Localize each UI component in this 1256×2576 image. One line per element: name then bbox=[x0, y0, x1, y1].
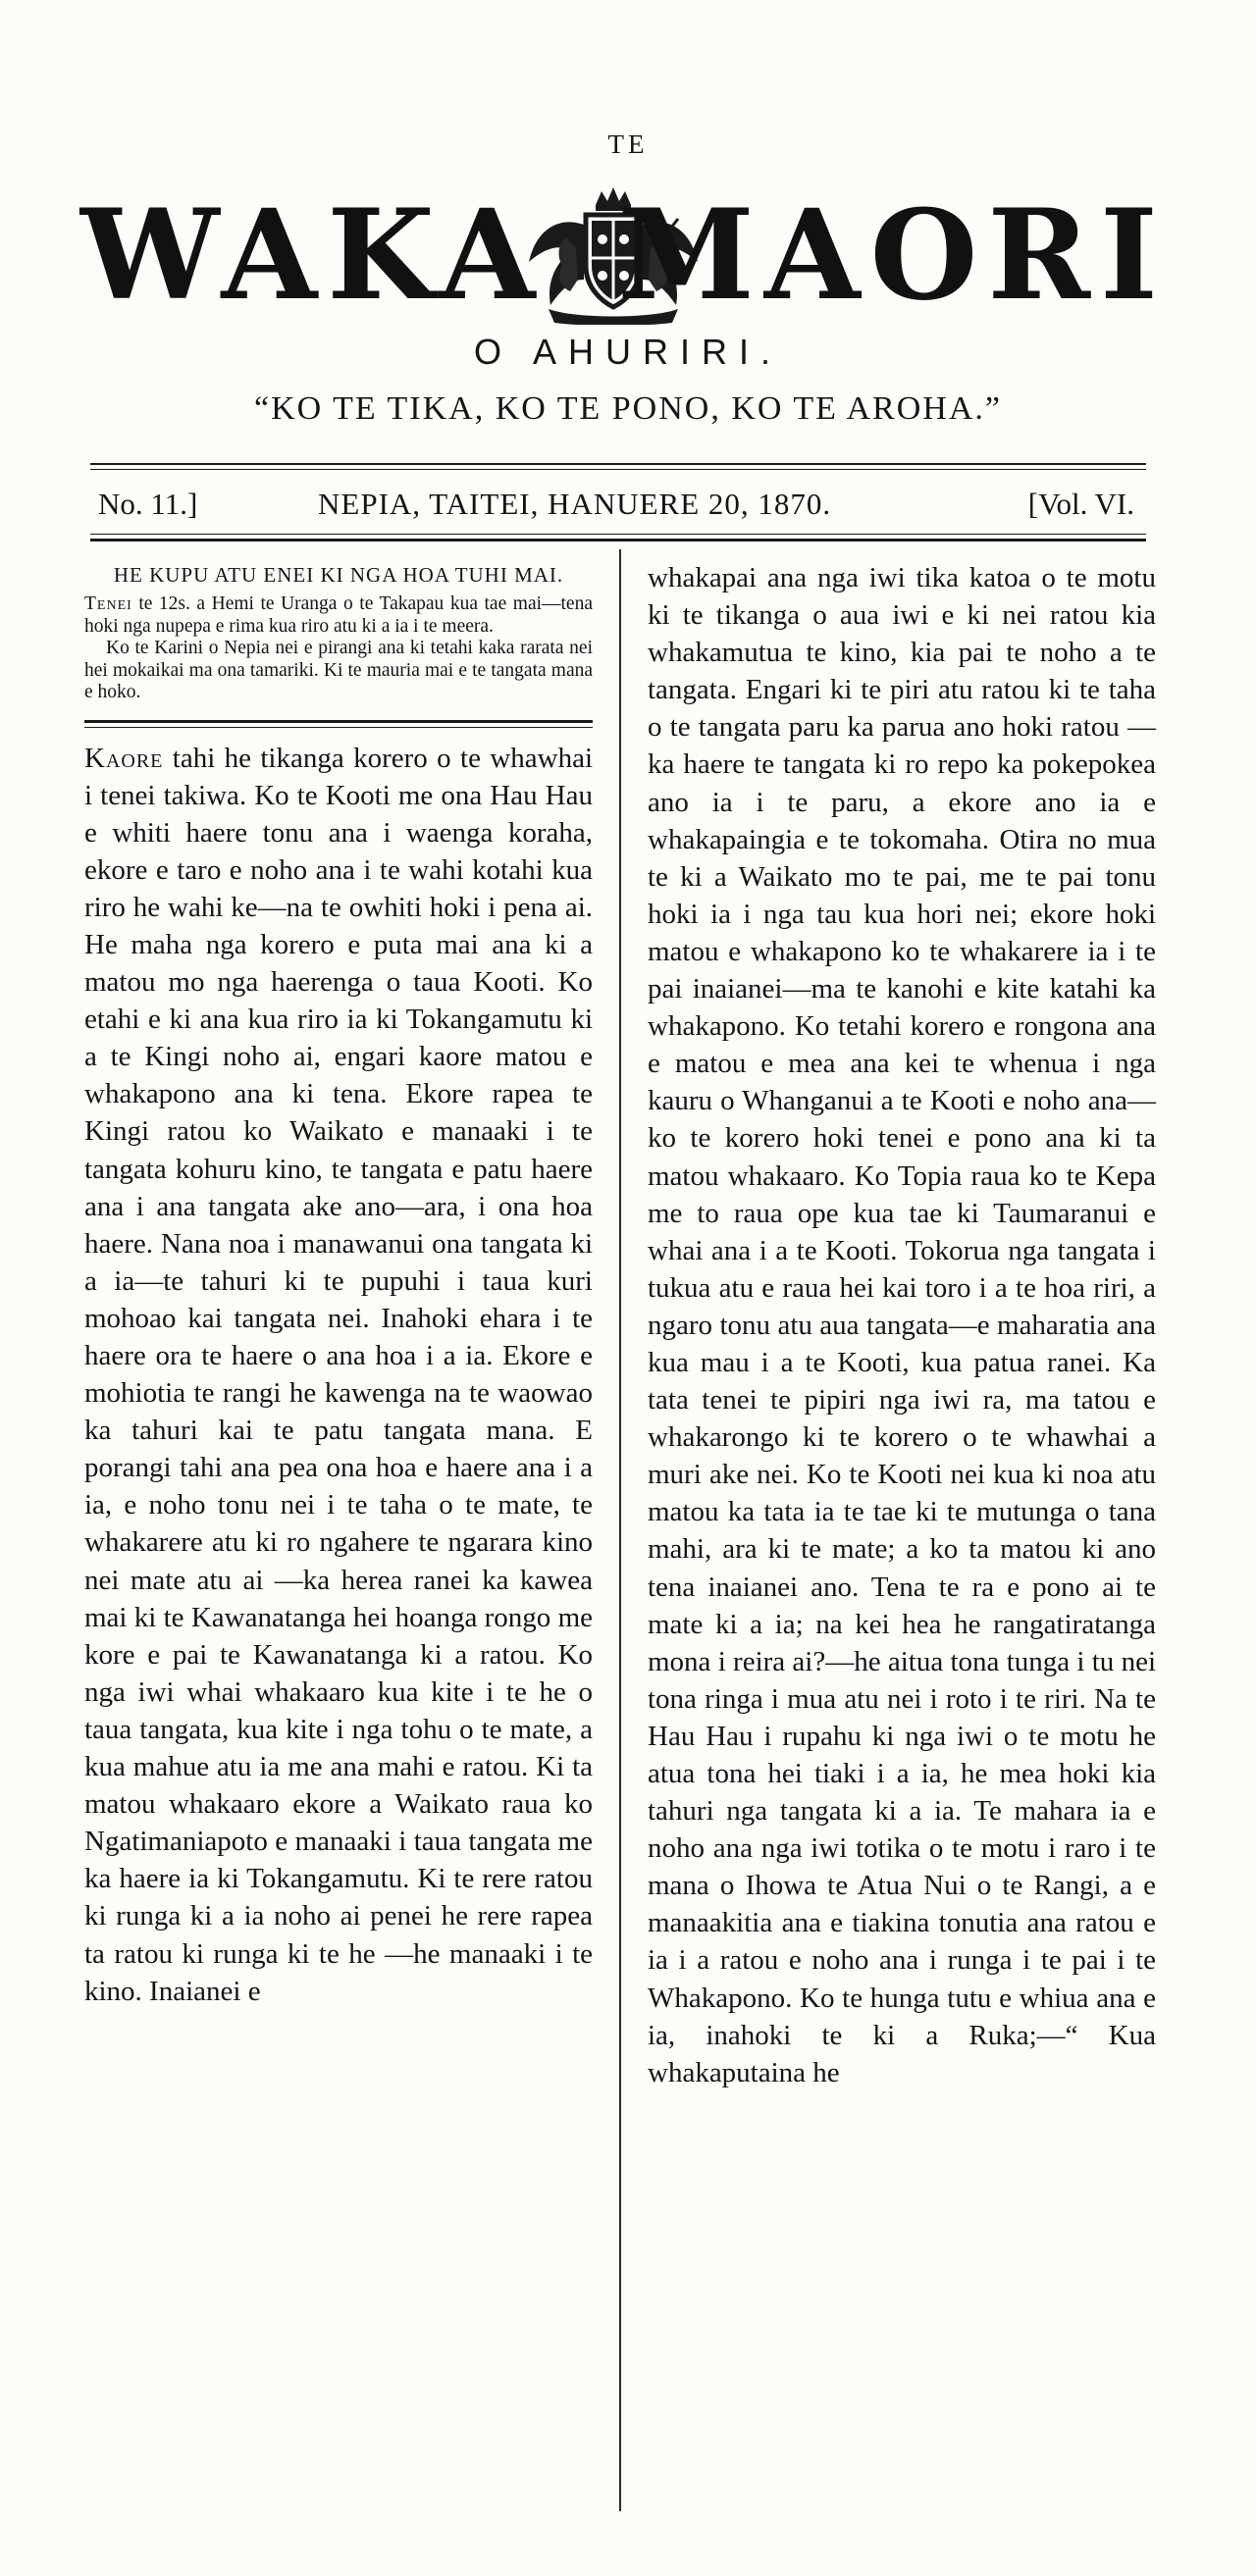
masthead-motto: “KO TE TIKA, KO TE PONO, KO TE AROHA.” bbox=[254, 390, 1002, 427]
place-and-date: NEPIA, TAITEI, HANUERE 20, 1870. bbox=[318, 487, 832, 521]
article-left-text: tahi he tikanga korero o te whawhai i tenei takiwa. Ko te Kooti me ona Hau Hau e whiti haere tonu ana i waenga koraha, ekore e taro e noho ana i te wahi kotahi kua riro he wahi ke—na te owhiti hoki i pena ai. He maha nga korero e puta mai ana ki a matou mo nga haerenga o taua Kooti. Ko etahi e ki ana kua riro ia ki Tokangamutu ki a te Kingi noho ai, engari kaore matou e whakapono ana ki tena. Ekore rapea te Kingi ratou ko Waikato e manaaki i te tangata kohuru kino, te tangata e patu haere ana i ana tangata ake ano—ara, i ona hoa haere. Nana noa i manawanui ona tangata ki a ia—te tahuri ki te pupuhi i taua kuri mohoao kai tangata nei. Inahoki ehara i te haere ora te haere o ana hoa i a ia. Ekore e mohiotia te rangi he kawenga na te waowao ka tahuri kai te patu tangata mana. E porangi tahi ana pea ona hoa e haere ana i a ia, e noho tonu nei i te taha o te mate, te whakarere atu ki ro ngahere te ngarara kino nei mate atu ai —ka herea ranei ka kawea mai ki te Kawanatanga hei hoanga rongo me kore e pai te Kawanatanga ki a ratou. Ko nga iwi whai whakaaro kua kite i te he o taua tangata, kua kite i nga tohu o te mate, a kua mahue atu ia me ana mahi e ratou. Ki ta matou whakaaro ekore a Waikato raua ko Ngatimaniapoto e manaaki i taua tangata me ka haere ia ki Tokangamutu. Ki te rere ratou ki runga ki a ia noho ai penei he rere rapea ta ratou ki runga ki te he —he manaaki i te kino. Inaianei e bbox=[84, 742, 593, 2007]
article-paragraph-left bbox=[84, 740, 593, 2010]
masthead-subtitle: O AHURIRI. bbox=[473, 332, 783, 372]
notice-paragraph-2: Ko te Karini o Nepia nei e pirangi ana ki tetahi kaka rarata nei hei mokaikai ma ona tamariki. Ki te mauria mai e te tangata mana e hoko. bbox=[84, 638, 593, 702]
notice-rule-thin bbox=[84, 727, 593, 728]
volume-number: [Vol. VI. bbox=[1027, 487, 1134, 521]
left-column bbox=[84, 559, 593, 2010]
issue-number: No. 11.] bbox=[98, 487, 198, 521]
dateline-rule-top-thin bbox=[90, 469, 1146, 470]
masthead-title-left: WAKA bbox=[80, 182, 546, 328]
masthead-te: TE bbox=[607, 129, 649, 159]
right-column bbox=[648, 559, 1156, 2091]
notice-lead-word: Tenei bbox=[84, 593, 132, 614]
notice-paragraph-1 bbox=[84, 593, 593, 638]
dateline-rule-bottom bbox=[90, 539, 1146, 541]
notice-paragraph-1-text: te 12s. a Hemi te Uranga o te Takapau kua tae mai—tena hoki nga nupepa e rima kua riro atu ki a ia i te meera. bbox=[84, 593, 593, 637]
dateline-rule-bottom-thin bbox=[90, 534, 1146, 535]
notice-rule-thick bbox=[84, 720, 593, 723]
masthead-title-right: MAORI bbox=[617, 182, 1168, 328]
masthead-title bbox=[69, 181, 1168, 329]
dateline bbox=[90, 483, 1146, 526]
dateline-rule-top bbox=[90, 463, 1146, 465]
column-divider bbox=[619, 549, 621, 2511]
article-lead-word: Kaore bbox=[84, 742, 164, 774]
article-paragraph-right: whakapai ana nga iwi tika katoa o te motu ki te tikanga o aua iwi e ki nei ratou kia whakamutua te kino, kia pai te noho a te tangata. Engari ki te piri atu ratou ki te taha o te tangata paru ka parua ano hoki ratou —ka haere te tangata ki ro repo ka pokepokea ano ia i te paru, a ekore ano ia e whakapaingia e te tokomaha. Otira no mua te ki a Waikato mo te pai, me te pai tonu hoki ia i nga tau kua hori nei; ekore hoki matou e whakapono ko te whakarere ia i te pai inaianei—ma te kanohi e kite katahi ka whakapono. Ko tetahi korero e rongona ana e matou e mea ana kei te whenua i nga kauru o Whanganui a te Kooti e noho ana—ko te korero hoki tenei e pono ana ki ta matou whakaaro. Ko Topia raua ko te Kepa me to raua ope kua tae ki Taumaranui e whai ana i a te Kooti. Tokorua nga tangata i tukua atu e raua hei kai toro i a te hoa riri, a ngaro tonu atu aua tangata—e maharatia ana kua mau i a te Kooti, kua patua ranei. Ka tata tenei te pipiri nga iwi ra, ma tatou e whakarongo ki te korero o te whawhai a muri ake nei. Ko te Kooti nei kua ki noa atu matou ka tata ia te tae ki te mutunga o tana mahi, ara ki te mate; a ko ta matou ki ano tena inaianei ano. Tena te ra e pono ai te mate ki a ia; na kei hea he rangatiratanga mona i reira ai?—he aitua tona tunga i tu nei tona ringa i mua atu nei i roto i te riri. Na te Hau Hau i rupahu ki nga iwi o te motu he atua tona hei tiaki i a ia, he mea hoki kia tahuri nga tangata ki a ia. Te mahara ia e noho ana nga iwi totika o te motu i raro i te mana o Ihowa te Atua Nui o te Rangi, a e manaakitia ana e tiakina tonutia ana ratou e ia i a ratou e noho ana i runga i te pai i te Whakapono. Ko te hunga tutu e whiua ana e ia, inahoki te ki a Ruka;—“ Kua whakaputaina he bbox=[648, 562, 1156, 2088]
notice-heading: HE KUPU ATU ENEI KI NGA HOA TUHI MAI. bbox=[113, 563, 564, 587]
